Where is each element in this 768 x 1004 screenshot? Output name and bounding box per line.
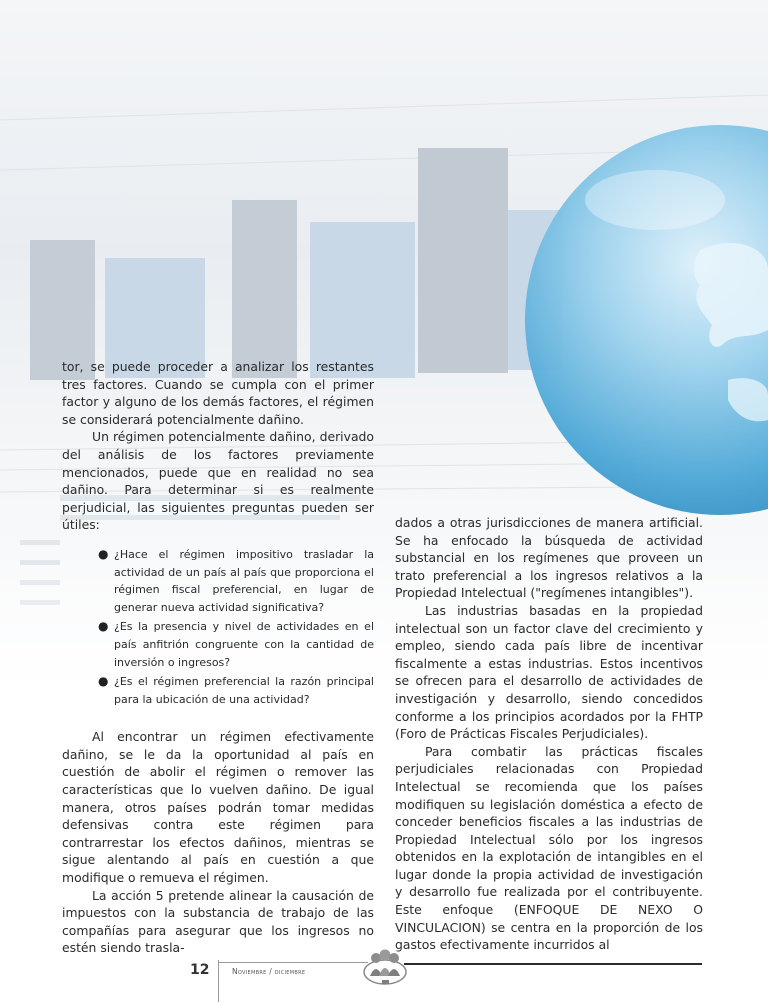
bullet-icon: ● (98, 619, 109, 634)
question-item: ● ¿Hace el régimen impositivo trasladar la actividad de un país al país que proporciona el régimen fiscal preferencial, en lugar de generar nueva actividad significativa? (98, 546, 374, 614)
left-column (62, 358, 374, 957)
right-paragraph-2: Las industrias basadas en la propiedad intelectual son un factor clave del crecimiento y empleo, siendo cada país libre de incentivar fiscalmente a estas industrias. Estos incentivos se ofrecen para el desarrollo de actividades de investigación y desarrollo, siendo concedidos conforme a los principios acordados por la FHTP (Foro de Prácticas Fiscales Perjudiciales). (395, 602, 703, 742)
publisher-logo-icon (362, 946, 408, 990)
left-paragraph-3: Al encontrar un régimen efectivamente dañino, se le da la oportunidad al país en cuestión de abolir el régimen o remover las características que lo vuelven dañino. De igual manera, otros países podrán tomar medidas defensivas contra este régimen para contrarrestar los efectos dañinos, mientras se sigue alentando al país en cuestión a que modifique o remueva el régimen. (62, 729, 374, 886)
left-paragraph-1: tor, se puede proceder a analizar los restantes tres factores. Cuando se cumpla con el primer factor y alguno de los demás factores, el régimen se considerará potencialmente dañino. (62, 359, 374, 427)
right-paragraph-3: Para combatir las prácticas fiscales perjudiciales relacionadas con Propiedad Intelectual se recomienda que los países modifiquen su legislación doméstica a efecto de conceder beneficios fiscales a las industrias de Propiedad Intelectual sólo por los ingresos obtenidos en la explotación de intangibles en el lugar donde la propia actividad de investigación y desarrollo fue realizada por el contribuyente. Este enfoque (ENFOQUE DE NEXO O VINCULACION) se centra en la proporción de los gastos efectivamente incurridos al (395, 743, 703, 953)
page-number: 12 (190, 962, 210, 978)
issue-label: Noviembre / diciembre (232, 967, 306, 976)
question-list (62, 546, 374, 708)
left-paragraph-4: La acción 5 pretende alinear la causación de impuestos con la substancia de trabajo de las compañías para asegurar que los ingresos no estén siendo trasla- (62, 887, 374, 956)
left-paragraph-2: Un régimen potencialmente dañino, derivado del análisis de los factores previamente mencionados, puede que en realidad no sea dañino. Para determinar si es realmente perjudicial, las siguientes preguntas pueden ser útiles: (62, 429, 374, 533)
question-item: ● ¿Es el régimen preferencial la razón principal para la ubicación de una actividad? (98, 674, 374, 706)
bullet-icon: ● (98, 674, 109, 689)
bullet-icon: ● (98, 546, 109, 561)
footer-divider-right (404, 963, 702, 965)
right-column (395, 514, 703, 954)
question-item: ● ¿Es la presencia y nivel de actividades en el país anfitrión congruente con la cantidad de inversión o ingresos? (98, 619, 374, 669)
footer-divider-left (218, 962, 368, 963)
footer-divider-vertical (218, 960, 219, 1002)
right-paragraph-1: dados a otras jurisdicciones de manera artificial. Se ha enfocado la búsqueda de actividad substancial en los regímenes que proveen un trato preferencial a los ingresos relativos a la Propiedad Intelectual ("regímenes intangibles"). (395, 515, 703, 601)
